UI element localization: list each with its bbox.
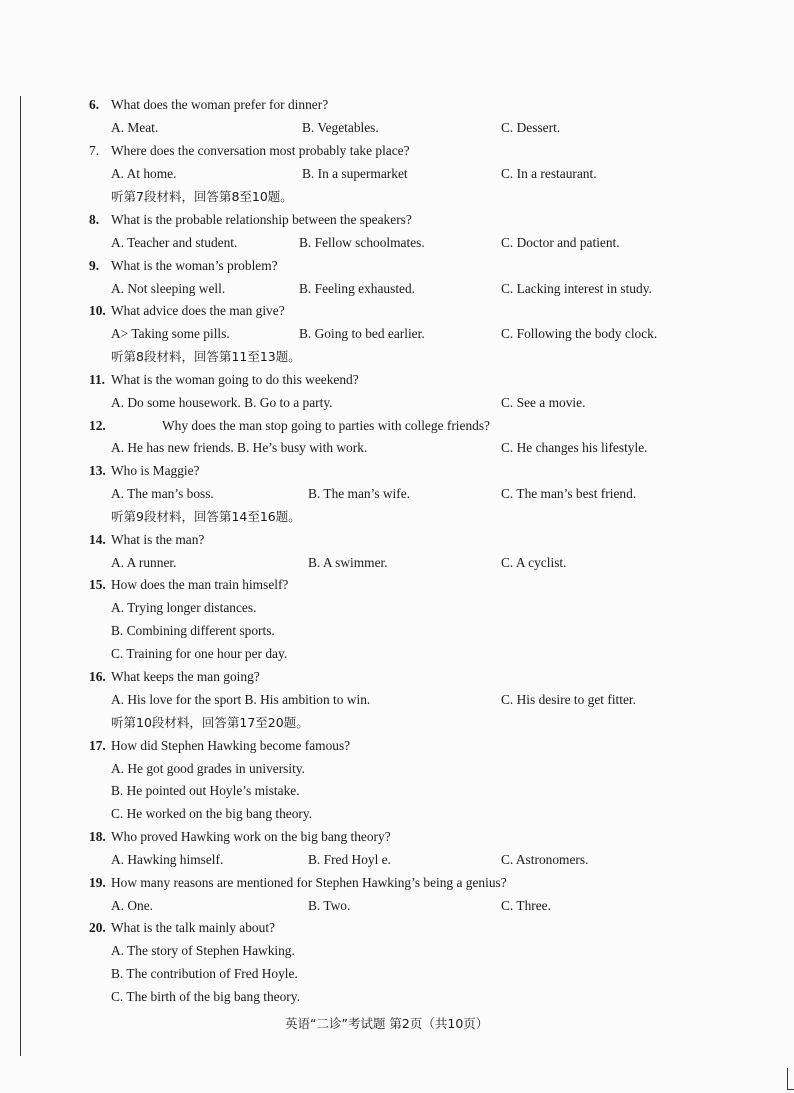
question-16: 16. What keeps the man going? xyxy=(89,669,260,684)
option-b: B. The contribution of Fred Hoyle. xyxy=(111,966,298,981)
option-c: C. Training for one hour per day. xyxy=(111,646,288,661)
option-a: A. He got good grades in university. xyxy=(111,761,306,776)
question-text: What keeps the man going? xyxy=(111,669,260,684)
question-text: How many reasons are mentioned for Stephen Hawking’s being a genius? xyxy=(111,875,507,890)
section-instruction: 听第10段材料，回答第17至20题。 xyxy=(111,715,309,730)
question-text: What advice does the man give? xyxy=(111,303,285,318)
question-18: 18. Who proved Hawking work on the big bang theory? xyxy=(89,829,391,844)
question-15: 15. How does the man train himself? xyxy=(89,577,289,592)
question-text: What is the man? xyxy=(111,532,205,547)
option-c: C. Astronomers. xyxy=(501,852,589,867)
option-c: C. Lacking interest in study. xyxy=(501,281,652,296)
option-a: A> Taking some pills. xyxy=(111,326,230,341)
question-text: How did Stephen Hawking become famous? xyxy=(111,738,351,753)
option-b: B. Feeling exhausted. xyxy=(299,281,416,296)
option-c: C. Doctor and patient. xyxy=(501,235,620,250)
option-b: B. Two. xyxy=(308,898,351,913)
question-text: What is the woman going to do this weekend? xyxy=(111,372,359,387)
option-a: A. Teacher and student. xyxy=(111,235,238,250)
corner-mark xyxy=(787,1089,794,1090)
question-8: 8. What is the probable relationship between the speakers? xyxy=(89,212,412,227)
question-13: 13. Who is Maggie? xyxy=(89,463,200,478)
question-20: 20. What is the talk mainly about? xyxy=(89,920,275,935)
question-text: Who proved Hawking work on the big bang theory? xyxy=(111,829,391,844)
option-b: B. Going to bed earlier. xyxy=(299,326,425,341)
question-text: Why does the man stop going to parties with college friends? xyxy=(162,418,490,433)
option-c: C. Dessert. xyxy=(501,120,561,135)
option-c: C. In a restaurant. xyxy=(501,166,597,181)
option-c: C. See a movie. xyxy=(501,395,586,410)
question-17: 17. How did Stephen Hawking become famous? xyxy=(89,738,351,753)
section-instruction: 听第8段材料，回答第11至13题。 xyxy=(111,349,301,364)
question-6: 6. What does the woman prefer for dinner? xyxy=(89,97,329,112)
option-c: C. Following the body clock. xyxy=(501,326,658,341)
question-19: 19. How many reasons are mentioned for Stephen Hawking’s being a genius? xyxy=(89,875,507,890)
option-a: A. One. xyxy=(111,898,154,913)
question-text: Where does the conversation most probably take place? xyxy=(111,143,410,158)
section-instruction: 听第9段材料，回答第14至16题。 xyxy=(111,509,301,524)
option-a: A. The story of Stephen Hawking. xyxy=(111,943,295,958)
question-14: 14. What is the man? xyxy=(89,532,205,547)
option-a-b: A. His love for the sport B. His ambition to win. xyxy=(111,692,371,707)
question-11: 11. What is the woman going to do this weekend? xyxy=(89,372,359,387)
question-9: 9. What is the woman’s problem? xyxy=(89,258,278,273)
option-b: B. Combining different sports. xyxy=(111,623,275,638)
option-b: B. Fred Hoyl e. xyxy=(308,852,391,867)
option-b: B. A swimmer. xyxy=(308,555,388,570)
option-b: B. Fellow schoolmates. xyxy=(299,235,425,250)
question-7: 7. Where does the conversation most probably take place? xyxy=(89,143,410,158)
question-text: What is the talk mainly about? xyxy=(111,920,275,935)
option-c: C. A cyclist. xyxy=(501,555,567,570)
option-b: B. In a supermarket xyxy=(302,166,408,181)
option-c: C. His desire to get fitter. xyxy=(501,692,636,707)
question-text: What is the probable relationship between the speakers? xyxy=(111,212,412,227)
question-12: 12. Why does the man stop going to parties with college friends? xyxy=(89,418,490,433)
option-c: C. He worked on the big bang theory. xyxy=(111,806,313,821)
question-text: How does the man train himself? xyxy=(111,577,289,592)
section-instruction: 听第7段材料，回答第8至10题。 xyxy=(111,189,293,204)
option-c: C. The birth of the big bang theory. xyxy=(111,989,300,1004)
question-text: Who is Maggie? xyxy=(111,463,200,478)
page-footer: 英语“二诊”考试题 第2页（共10页） xyxy=(285,1016,489,1031)
corner-mark xyxy=(787,1068,788,1090)
option-a: A. Hawking himself. xyxy=(111,852,224,867)
option-a: A. Meat. xyxy=(111,120,159,135)
option-c: C. He changes his lifestyle. xyxy=(501,440,648,455)
margin-line xyxy=(20,96,21,1056)
option-b: B. Vegetables. xyxy=(302,120,379,135)
option-a-b: A. Do some housework. B. Go to a party. xyxy=(111,395,333,410)
option-a: A. At home. xyxy=(111,166,177,181)
option-b: B. He pointed out Hoyle’s mistake. xyxy=(111,783,300,798)
option-c: C. Three. xyxy=(501,898,551,913)
question-text: What is the woman’s problem? xyxy=(111,258,278,273)
option-a-b: A. He has new friends. B. He’s busy with work. xyxy=(111,440,368,455)
option-c: C. The man’s best friend. xyxy=(501,486,637,501)
question-10: 10. What advice does the man give? xyxy=(89,303,285,318)
option-a: A. Trying longer distances. xyxy=(111,600,257,615)
option-a: A. A runner. xyxy=(111,555,177,570)
option-a: A. The man’s boss. xyxy=(111,486,214,501)
question-text: What does the woman prefer for dinner? xyxy=(111,97,329,112)
option-a: A. Not sleeping well. xyxy=(111,281,226,296)
option-b: B. The man’s wife. xyxy=(308,486,411,501)
